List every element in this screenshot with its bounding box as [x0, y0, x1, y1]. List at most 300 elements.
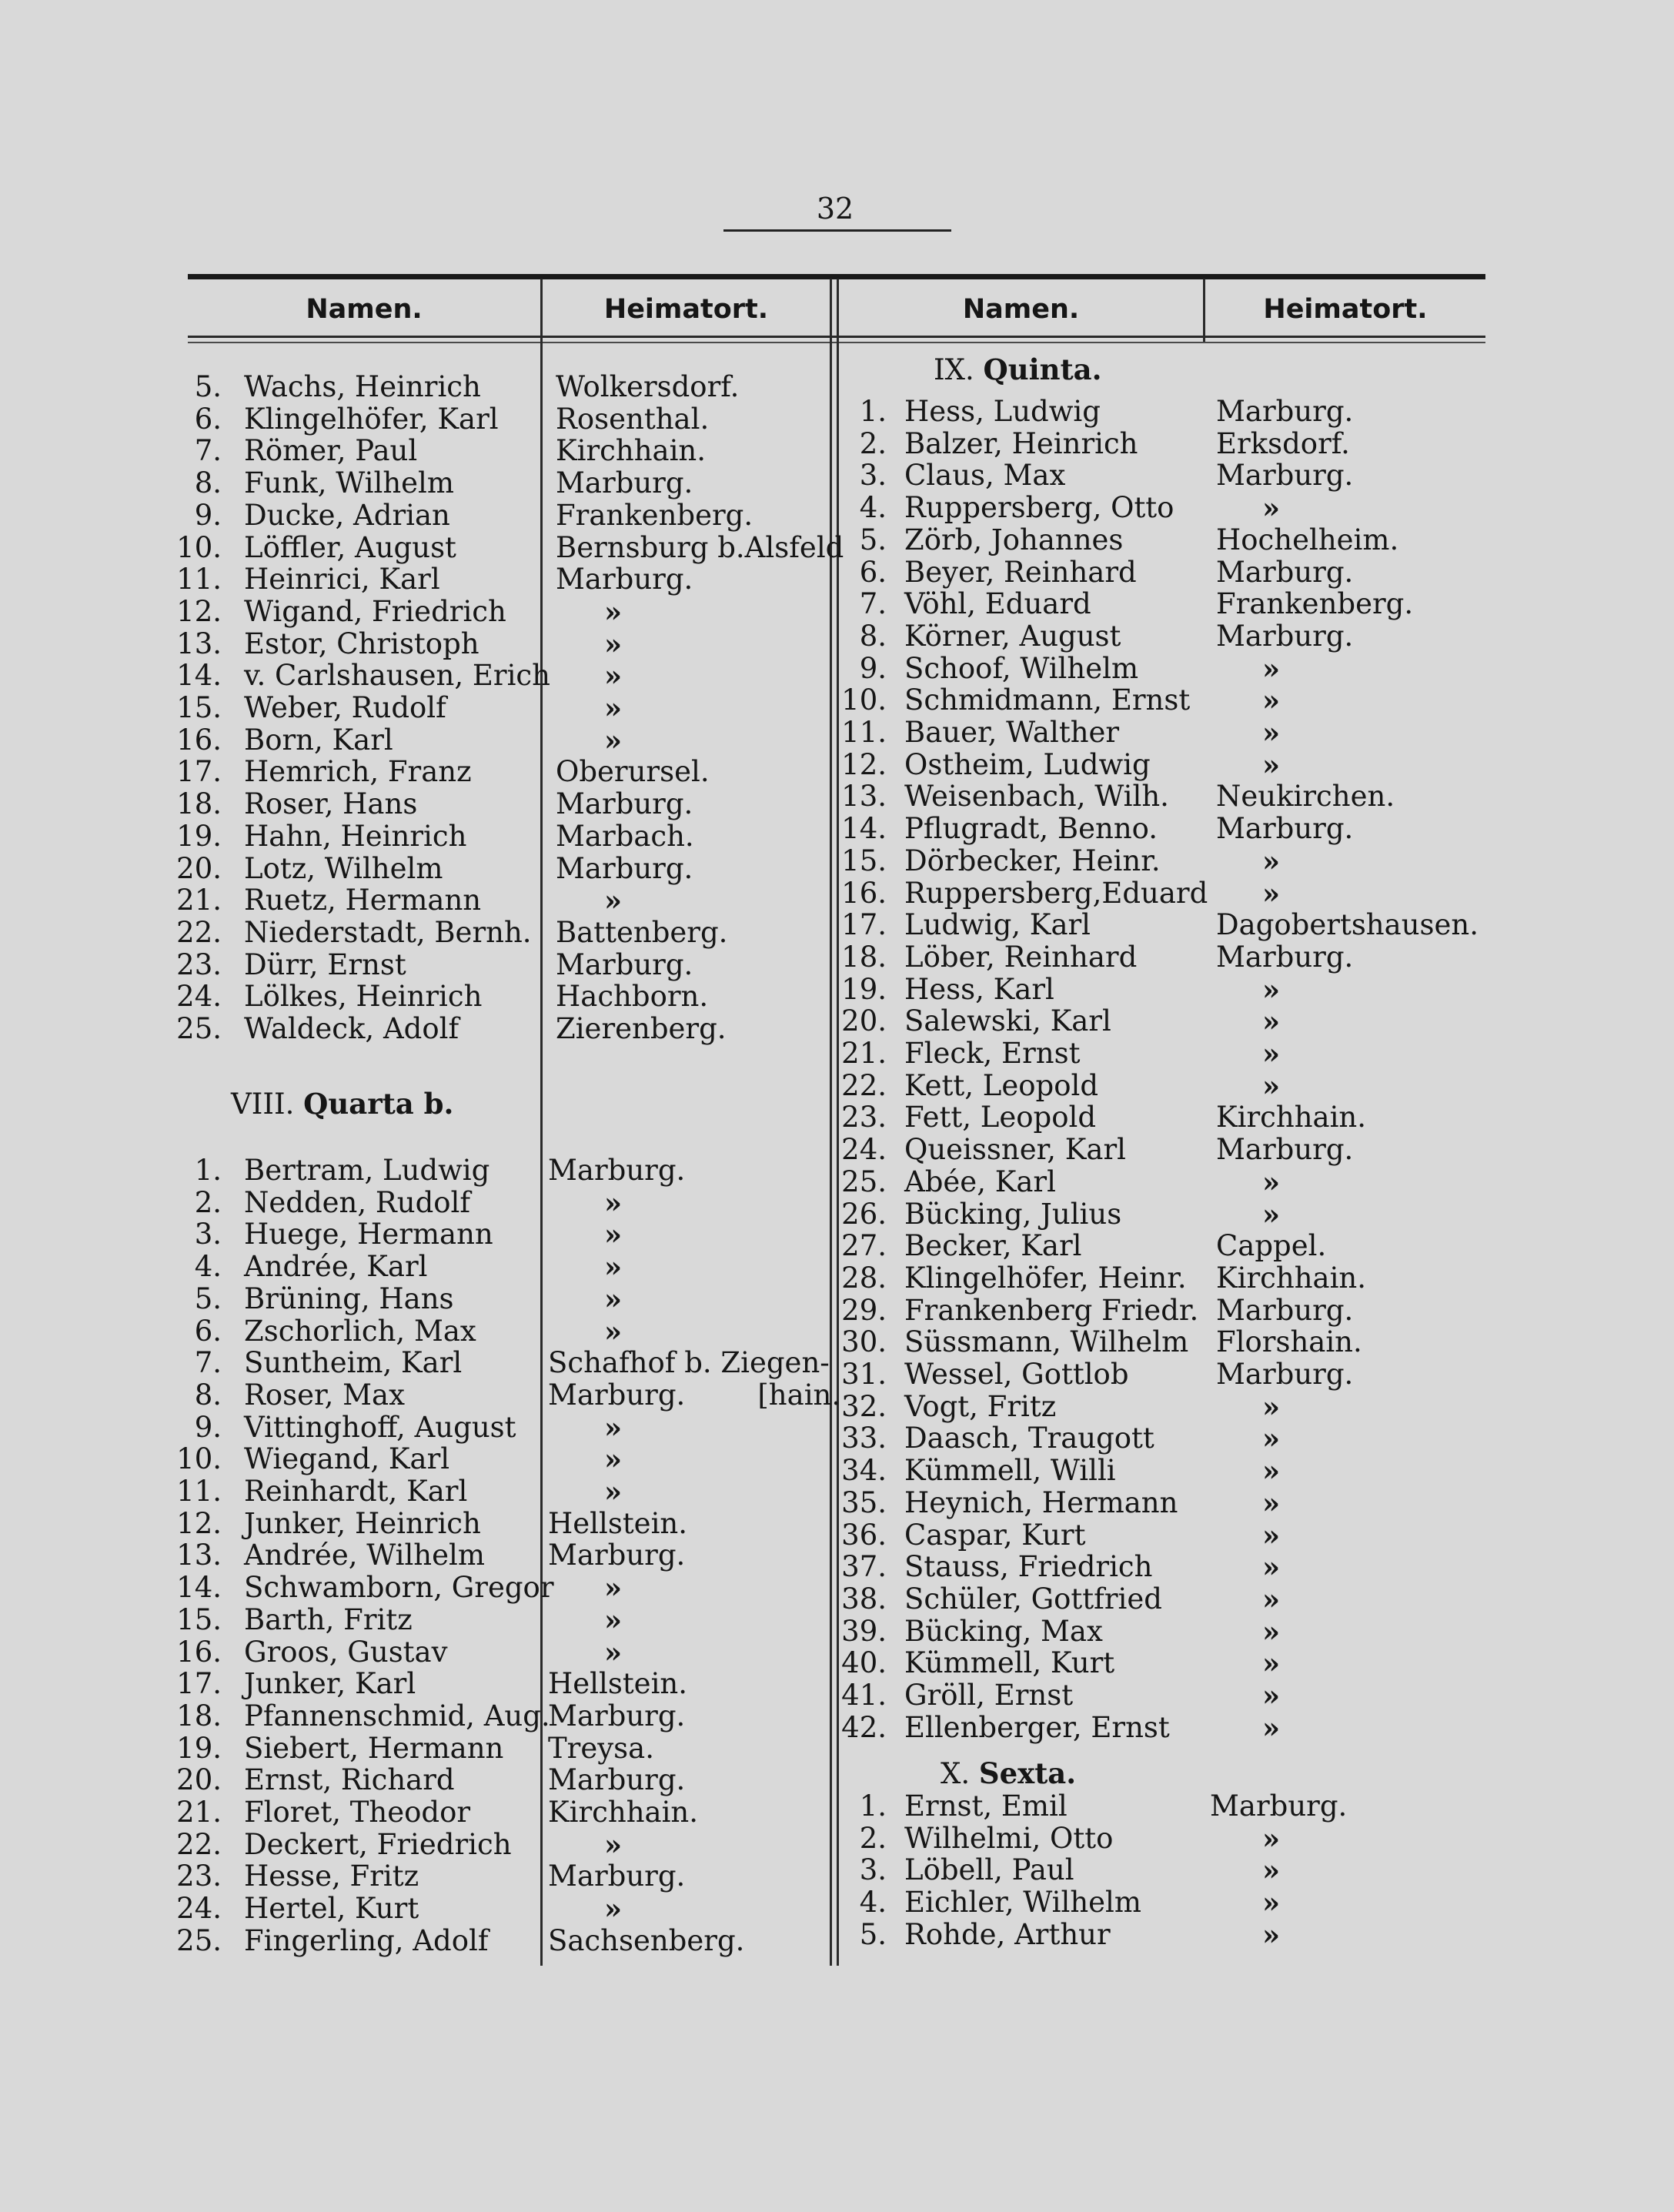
student-name: Bücking, Max — [904, 1615, 1103, 1648]
student-name: Schüler, Gottfried — [904, 1582, 1162, 1616]
row-number: 14. — [176, 1571, 222, 1604]
home-town: » — [1262, 1390, 1281, 1424]
student-name: Vogt, Fritz — [904, 1390, 1057, 1423]
home-town: » — [1262, 1822, 1281, 1856]
row-number: 10. — [176, 1442, 222, 1475]
home-town: » — [604, 1571, 623, 1605]
student-name: Gröll, Ernst — [904, 1679, 1074, 1712]
student-name: Huege, Hermann — [244, 1218, 493, 1251]
student-name: Ruetz, Hermann — [244, 884, 482, 917]
student-name: Lotz, Wilhelm — [244, 852, 443, 885]
row-number: 32. — [841, 1390, 887, 1423]
student-name: Fleck, Ernst — [904, 1037, 1081, 1070]
row-number: 8. — [859, 620, 887, 653]
table-row — [0, 1230, 1674, 1262]
student-name: Ruppersberg,Eduard — [904, 877, 1208, 910]
row-number: 41. — [841, 1679, 887, 1712]
header-right-place: Heimatort. — [1263, 294, 1428, 325]
row-number: 19. — [176, 1732, 222, 1765]
table-row — [0, 1262, 1674, 1295]
home-town: » — [1262, 1037, 1281, 1071]
home-town: Cappel. — [1216, 1229, 1327, 1262]
home-town: Florshain. — [1216, 1325, 1362, 1358]
student-name: Daasch, Traugott — [904, 1422, 1154, 1455]
row-number: 23. — [176, 948, 222, 981]
home-town: » — [1262, 1069, 1281, 1103]
table-row — [0, 396, 1674, 428]
home-town: » — [1262, 683, 1281, 717]
table-row — [0, 1679, 1674, 1712]
student-name: Wessel, Gottlob — [904, 1358, 1129, 1391]
home-town: Kirchhain. — [1216, 1261, 1367, 1295]
row-number: 30. — [841, 1325, 887, 1358]
table-row — [0, 1886, 1674, 1919]
table-row — [0, 1005, 1674, 1038]
row-number: 18. — [176, 787, 222, 820]
home-town: » — [604, 1282, 623, 1316]
student-name: Claus, Max — [904, 459, 1066, 492]
row-number: 12. — [176, 1507, 222, 1540]
row-number: 16. — [176, 723, 222, 757]
student-name: Queissner, Karl — [904, 1133, 1126, 1166]
student-name: Ducke, Adrian — [244, 499, 450, 532]
student-name: Bauer, Walther — [904, 716, 1120, 749]
table-row — [0, 1070, 1674, 1102]
row-number: 14. — [841, 812, 887, 845]
table-row — [0, 845, 1674, 877]
table-row — [0, 1455, 1674, 1487]
table-row — [0, 877, 1674, 910]
home-town: Marburg. — [1216, 812, 1354, 845]
home-town: Marburg. — [1216, 620, 1354, 653]
home-town: » — [604, 1186, 623, 1220]
row-number: 3. — [859, 459, 887, 492]
row-number: 15. — [841, 844, 887, 877]
row-number: 23. — [841, 1101, 887, 1134]
table-row — [0, 1295, 1674, 1327]
row-number: 3. — [859, 1853, 887, 1886]
header-right-names: Namen. — [962, 294, 1080, 325]
row-number: 17. — [176, 755, 222, 788]
table-row — [0, 1583, 1674, 1616]
row-number: 25. — [176, 1924, 222, 1957]
row-number: 14. — [176, 659, 222, 692]
row-number: 13. — [176, 627, 222, 660]
row-number: 12. — [176, 595, 222, 628]
student-name: Brüning, Hans — [244, 1282, 454, 1315]
row-number: 3. — [194, 1218, 222, 1251]
table-row — [0, 1551, 1674, 1583]
row-number: 4. — [194, 1250, 222, 1283]
table-row — [0, 717, 1674, 749]
row-number: 9. — [859, 652, 887, 685]
table-row — [0, 813, 1674, 845]
student-name: Schmidmann, Ernst — [904, 683, 1191, 717]
row-number: 15. — [176, 1603, 222, 1636]
table-row — [0, 492, 1674, 524]
row-number: 19. — [176, 820, 222, 853]
table-row — [0, 1823, 1674, 1855]
student-name: Reinhardt, Karl — [244, 1475, 468, 1508]
row-number: 35. — [841, 1486, 887, 1519]
student-name: Funk, Wilhelm — [244, 466, 454, 500]
row-number: 16. — [176, 1636, 222, 1669]
home-town: Sachsenberg. — [548, 1924, 745, 1957]
student-name: Schoof, Wilhelm — [904, 652, 1139, 685]
student-name: Bertram, Ludwig — [244, 1154, 490, 1187]
row-number: 37. — [841, 1550, 887, 1583]
home-town: » — [604, 1475, 623, 1509]
student-name: Siebert, Hermann — [244, 1732, 504, 1765]
row-number: 36. — [841, 1519, 887, 1552]
row-number: 16. — [841, 877, 887, 910]
home-town: Dagobertshausen. — [1216, 908, 1479, 941]
home-town: » — [604, 723, 623, 757]
student-name: Hesse, Fritz — [244, 1859, 419, 1893]
table-row — [0, 941, 1674, 974]
home-town: Battenberg. — [556, 916, 728, 949]
table-row — [0, 684, 1674, 717]
row-number: 28. — [841, 1261, 887, 1295]
student-name: Römer, Paul — [244, 434, 418, 467]
student-name: Klingelhöfer, Heinr. — [904, 1261, 1187, 1295]
student-name: Hess, Ludwig — [904, 395, 1101, 428]
row-number: 19. — [841, 973, 887, 1006]
student-name: v. Carlshausen, Erich — [244, 659, 550, 692]
row-number: 2. — [194, 1186, 222, 1219]
row-number: 27. — [841, 1229, 887, 1262]
row-number: 22. — [176, 916, 222, 949]
student-name: Stauss, Friedrich — [904, 1550, 1153, 1583]
table-row — [0, 749, 1674, 781]
home-town: Marburg. — [1210, 1789, 1348, 1823]
student-name: Roser, Max — [244, 1378, 405, 1412]
row-number: 21. — [176, 1796, 222, 1829]
page-number: 32 — [816, 192, 854, 226]
table-row — [0, 588, 1674, 620]
home-town: » — [1262, 1646, 1281, 1680]
home-town: Rosenthal. — [556, 403, 710, 436]
row-number: 29. — [841, 1294, 887, 1327]
row-number: 18. — [841, 941, 887, 974]
home-town: » — [604, 1315, 623, 1348]
home-town: Erksdorf. — [1216, 427, 1350, 460]
row-number: 13. — [841, 780, 887, 813]
row-number: 7. — [859, 587, 887, 620]
student-name: Ernst, Richard — [244, 1763, 455, 1796]
student-name: Hertel, Kurt — [244, 1892, 419, 1925]
student-name: Nedden, Rudolf — [244, 1186, 471, 1219]
table-row — [0, 459, 1674, 492]
home-town: Hellstein. — [548, 1507, 688, 1540]
home-town: » — [1262, 1711, 1281, 1745]
row-number: 9. — [194, 499, 222, 532]
section-viii-title: Quarta b. — [303, 1087, 454, 1121]
row-number: 5. — [859, 523, 887, 556]
table-row — [0, 1487, 1674, 1519]
home-town: Hochelheim. — [1216, 523, 1399, 556]
row-number: 4. — [859, 491, 887, 524]
home-town: » — [604, 691, 623, 725]
row-number: 17. — [176, 1667, 222, 1700]
student-name: Wigand, Friedrich — [244, 595, 506, 628]
row-number: 11. — [176, 563, 222, 596]
home-town: Kirchhain. — [556, 434, 707, 467]
home-town: Marburg. — [1216, 941, 1354, 974]
row-number: 39. — [841, 1615, 887, 1648]
student-name: Hess, Karl — [904, 973, 1054, 1006]
home-town: Marburg. — [548, 1154, 686, 1187]
row-number: 5. — [859, 1918, 887, 1951]
table-row — [0, 1422, 1674, 1455]
student-name: Lölkes, Heinrich — [244, 980, 483, 1013]
home-town: Marburg. — [1216, 459, 1354, 492]
table-row — [0, 428, 1674, 460]
row-number: 6. — [194, 1315, 222, 1348]
student-name: Born, Karl — [244, 723, 393, 757]
section-viii-numeral: VIII. — [231, 1088, 295, 1121]
student-name: Vöhl, Eduard — [904, 587, 1091, 620]
home-town: Marburg. [hain. — [548, 1378, 841, 1412]
header-left-place: Heimatort. — [603, 294, 769, 325]
header-left-names: Namen. — [306, 294, 423, 325]
student-name: Dürr, Ernst — [244, 948, 406, 981]
section-ix-title: Quinta. — [983, 353, 1102, 386]
home-town: Hachborn. — [556, 980, 709, 1013]
student-name: Andrée, Wilhelm — [244, 1539, 485, 1572]
row-number: 25. — [176, 1012, 222, 1045]
table-row — [0, 1647, 1674, 1679]
student-name: Roser, Hans — [244, 787, 418, 820]
table-row — [0, 1038, 1674, 1070]
student-name: Körner, August — [904, 620, 1121, 653]
home-town: Treysa. — [548, 1732, 654, 1765]
table-row — [0, 1101, 1674, 1134]
home-town: Marburg. — [548, 1539, 686, 1572]
student-name: Kümmell, Willi — [904, 1454, 1116, 1487]
row-number: 1. — [859, 395, 887, 428]
row-number: 23. — [176, 1859, 222, 1893]
student-name: Pflugradt, Benno. — [904, 812, 1158, 845]
home-town: » — [1262, 1679, 1281, 1712]
home-town: » — [1262, 1615, 1281, 1649]
row-number: 2. — [859, 1822, 887, 1855]
home-town: » — [1262, 1550, 1281, 1584]
student-name: Beyer, Reinhard — [904, 556, 1137, 589]
row-number: 5. — [194, 1282, 222, 1315]
row-number: 13. — [176, 1539, 222, 1572]
home-town: » — [604, 1442, 623, 1476]
table-row — [0, 1790, 1674, 1823]
home-town: Marburg. — [556, 948, 693, 981]
student-name: Zörb, Johannes — [904, 523, 1124, 556]
student-name: Balzer, Heinrich — [904, 427, 1138, 460]
student-name: Dörbecker, Heinr. — [904, 844, 1161, 877]
student-name: Salewski, Karl — [904, 1004, 1111, 1038]
table-row — [0, 1519, 1674, 1552]
home-town: » — [604, 595, 623, 629]
student-name: Abée, Karl — [904, 1165, 1056, 1198]
home-town: Kirchhain. — [1216, 1101, 1367, 1134]
student-name: Becker, Karl — [904, 1229, 1082, 1262]
student-name: Floret, Theodor — [244, 1796, 471, 1829]
student-name: Estor, Christoph — [244, 627, 479, 660]
student-name: Süssmann, Wilhelm — [904, 1325, 1189, 1358]
row-number: 22. — [841, 1069, 887, 1102]
row-number: 26. — [841, 1198, 887, 1231]
row-number: 10. — [176, 531, 222, 564]
row-number: 4. — [859, 1886, 887, 1919]
home-town: Kirchhain. — [548, 1796, 699, 1829]
home-town: Frankenberg. — [556, 499, 753, 532]
student-name: Löber, Reinhard — [904, 941, 1138, 974]
student-name: Weisenbach, Wilh. — [904, 780, 1169, 813]
row-number: 1. — [859, 1789, 887, 1823]
home-town: Marburg. — [1216, 1294, 1354, 1327]
home-town: Zierenberg. — [556, 1012, 727, 1045]
row-number: 24. — [841, 1133, 887, 1166]
table-row — [0, 1326, 1674, 1358]
student-name: Kett, Leopold — [904, 1069, 1099, 1102]
home-town: » — [1262, 1198, 1281, 1231]
row-number: 7. — [194, 1346, 222, 1379]
row-number: 22. — [176, 1828, 222, 1861]
row-number: 24. — [176, 980, 222, 1013]
row-number: 24. — [176, 1892, 222, 1925]
page-number-rule — [723, 229, 951, 232]
table-row — [0, 974, 1674, 1006]
home-town: » — [1262, 716, 1281, 750]
student-name: Ruppersberg, Otto — [904, 491, 1174, 524]
student-name: Bücking, Julius — [904, 1198, 1122, 1231]
student-name: Pfannenschmid, Aug. — [244, 1699, 550, 1733]
row-number: 8. — [194, 466, 222, 500]
table-row — [0, 524, 1674, 556]
home-town: » — [1262, 652, 1281, 686]
student-name: Ostheim, Ludwig — [904, 748, 1151, 781]
home-town: Marburg. — [556, 563, 693, 596]
table-row — [0, 1391, 1674, 1423]
row-number: 20. — [176, 1763, 222, 1796]
table-row — [0, 909, 1674, 941]
home-town: Frankenberg. — [1216, 587, 1414, 620]
home-town: Marburg. — [1216, 556, 1354, 589]
table-row — [0, 1919, 1674, 1951]
row-number: 1. — [194, 1154, 222, 1187]
table-row — [0, 1854, 1674, 1886]
student-name: Zschorlich, Max — [244, 1315, 476, 1348]
home-town: Marbach. — [556, 820, 694, 853]
student-name: Ellenberger, Ernst — [904, 1711, 1170, 1744]
row-number: 15. — [176, 691, 222, 724]
home-town: » — [1262, 1454, 1281, 1488]
student-name: Wachs, Heinrich — [244, 370, 481, 403]
home-town: Marburg. — [556, 787, 693, 820]
home-town: » — [1262, 1582, 1281, 1616]
student-name: Rohde, Arthur — [904, 1918, 1111, 1951]
home-town: Wolkersdorf. — [556, 370, 740, 403]
home-town: Marburg. — [548, 1699, 686, 1733]
student-name: Wilhelmi, Otto — [904, 1822, 1114, 1855]
student-name: Waldeck, Adolf — [244, 1012, 459, 1045]
student-name: Groos, Gustav — [244, 1636, 448, 1669]
table-row — [0, 1616, 1674, 1648]
home-town: » — [604, 884, 623, 917]
row-number: 8. — [194, 1378, 222, 1412]
student-name: Suntheim, Karl — [244, 1346, 463, 1379]
row-number: 17. — [841, 908, 887, 941]
table-row — [0, 620, 1674, 653]
student-name: Niederstadt, Bernh. — [244, 916, 532, 949]
row-number: 5. — [194, 370, 222, 403]
row-number: 40. — [841, 1646, 887, 1679]
student-name: Schwamborn, Gregor — [244, 1571, 554, 1604]
student-name: Weber, Rudolf — [244, 691, 446, 724]
row-number: 11. — [841, 716, 887, 749]
row-number: 38. — [841, 1582, 887, 1616]
home-town: Marburg. — [1216, 1133, 1354, 1166]
row-number: 34. — [841, 1454, 887, 1487]
home-town: » — [604, 1218, 623, 1251]
home-town: » — [1262, 844, 1281, 878]
student-name: Andrée, Karl — [244, 1250, 428, 1283]
student-name: Fett, Leopold — [904, 1101, 1097, 1134]
student-name: Fingerling, Adolf — [244, 1924, 489, 1957]
table-row — [0, 1358, 1674, 1391]
home-town: » — [604, 1250, 623, 1284]
student-name: Hemrich, Franz — [244, 755, 472, 788]
home-town: » — [604, 659, 623, 693]
home-town: Neukirchen. — [1216, 780, 1395, 813]
home-town: » — [1262, 973, 1281, 1007]
row-number: 12. — [841, 748, 887, 781]
home-town: » — [1262, 1918, 1281, 1952]
row-number: 31. — [841, 1358, 887, 1391]
row-number: 10. — [841, 683, 887, 717]
student-name: Ludwig, Karl — [904, 908, 1091, 941]
student-name: Klingelhöfer, Karl — [244, 403, 499, 436]
row-number: 7. — [194, 434, 222, 467]
row-number: 2. — [859, 427, 887, 460]
row-number: 9. — [194, 1411, 222, 1444]
student-name: Löffler, August — [244, 531, 456, 564]
row-number: 20. — [176, 852, 222, 885]
home-town: Marburg. — [548, 1763, 686, 1796]
home-town: Schafhof b. Ziegen- — [548, 1346, 830, 1379]
home-town: » — [1262, 1886, 1281, 1920]
home-town: Hellstein. — [548, 1667, 688, 1700]
section-x-numeral: X. — [941, 1757, 971, 1790]
home-town: » — [604, 627, 623, 661]
table-row — [0, 1134, 1674, 1166]
student-name: Frankenberg Friedr. — [904, 1294, 1199, 1327]
table-row — [0, 556, 1674, 589]
home-town: » — [1262, 748, 1281, 782]
row-number: 20. — [841, 1004, 887, 1038]
row-number: 18. — [176, 1699, 222, 1733]
home-town: Marburg. — [556, 466, 693, 500]
home-town: » — [604, 1411, 623, 1445]
student-name: Heynich, Hermann — [904, 1486, 1178, 1519]
home-town: Oberursel. — [556, 755, 710, 788]
row-number: 25. — [841, 1165, 887, 1198]
home-town: » — [604, 1603, 623, 1637]
student-name: Junker, Heinrich — [244, 1507, 481, 1540]
student-name: Barth, Fritz — [244, 1603, 413, 1636]
row-number: 21. — [176, 884, 222, 917]
row-number: 33. — [841, 1422, 887, 1455]
home-town: » — [604, 1828, 623, 1862]
